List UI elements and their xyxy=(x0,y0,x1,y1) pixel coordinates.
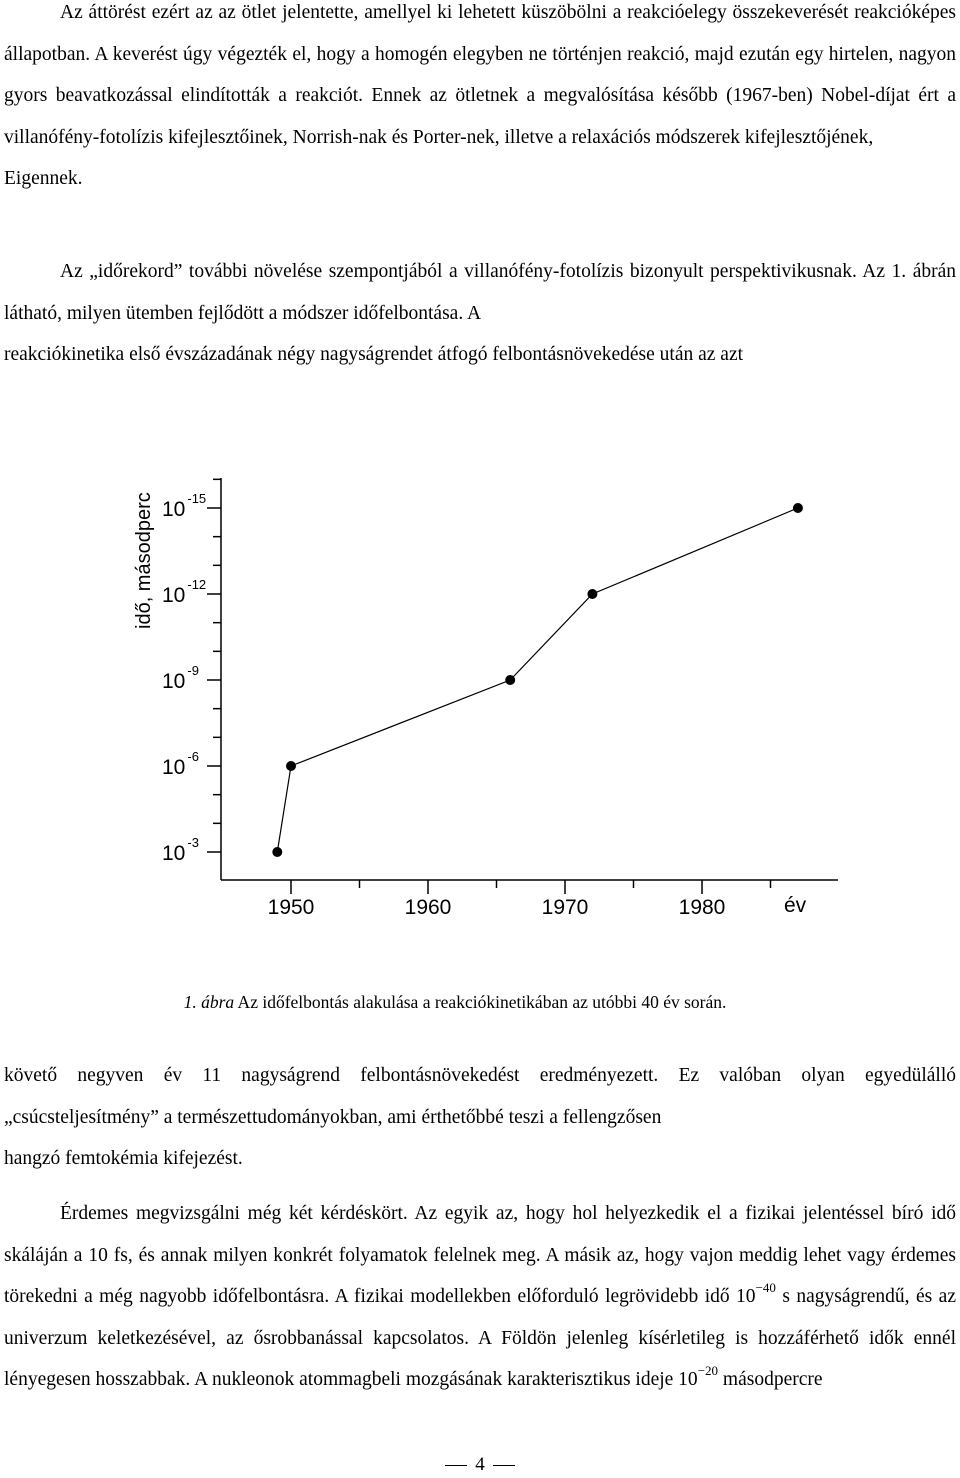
data-point xyxy=(587,589,597,599)
x-tick-label: 1950 xyxy=(267,896,315,919)
y-tick-label: 10 $^{-9}$ xyxy=(162,663,199,693)
data-point xyxy=(286,761,296,771)
y-tick-label: 10 $^{-3}$ xyxy=(162,835,199,865)
chart-y-axis-label: idő, másodperc xyxy=(133,492,155,629)
paragraph-2-last-line: reakciókinetika első évszázadának négy nagyságrendet átfogó felbontásnövekedése után az azt xyxy=(4,344,744,365)
paragraph-4-exponent-1: −40 xyxy=(755,1280,776,1295)
paragraph-4 xyxy=(4,1193,956,1401)
x-tick-label: 1980 xyxy=(678,896,726,919)
figure-caption xyxy=(0,990,910,1014)
data-point xyxy=(272,847,282,857)
x-tick-label: 1970 xyxy=(541,896,589,919)
data-point xyxy=(793,503,803,513)
figure-caption-label: 1. ábra xyxy=(183,992,235,1012)
paragraph-4-part-b: s nagyságrendű, és az univerzum keletkezésével, az ősrobbanással kapcsolatos. A Földön jelenleg kísérletileg is hozzáférhető idők ennél lényegesen hosszabbak. A nukleonok atommagbeli mozgásának karakterisztikus ideje 10 xyxy=(4,1286,956,1390)
y-tick-label: 10 $^{-12}$ xyxy=(162,577,207,607)
paragraph-4-exponent-2: −20 xyxy=(697,1363,719,1378)
paragraph-2-body: Az „időrekord” további növelése szempontjából a villanófény-fotolízis bizonyult perspektivikusnak. Az 1. ábrán látható, milyen ütemben fejlődött a módszer időfelbontása. A xyxy=(4,261,956,324)
y-tick-label: 10 $^{-6}$ xyxy=(162,749,199,779)
paragraph-3-last-line: hangzó femtokémia kifejezést. xyxy=(4,1148,243,1169)
paragraph-4-part-a: Érdemes megvizsgálni még két kérdéskört. Az egyik az, hogy hol helyezkedik el a fizikai jelentéssel bíró idő skáláján a 10 fs, és annak milyen konkrét folyamatok felelnek meg. A másik az, hogy vajon meddig lehet vagy érdemes törekedni a még nagyobb időfelbontásra. A fizikai modellekben előforduló legrövidebb idő 10 xyxy=(4,1203,956,1307)
paragraph-3 xyxy=(4,1055,956,1180)
series-line xyxy=(277,508,798,852)
paragraph-1-body: Az áttörést ezért az az ötlet jelentette, amellyel ki lehetett küszöbölni a reakcióelegy összekeverését reakcióképes állapotban. A keverést úgy végezték el, hogy a homogén elegyben ne történjen reakció, majd ezután egy hirtelen, nagyon gyors beavatkozással elindították a reakciót. Ennek az ötletnek a megvalósítása később (1967-ben) Nobel-díjat ért a villanófény-fotolízis kifejlesztőinek, Norrish-nak és Porter-nek, illetve a relaxációs módszerek kifejlesztőjének, xyxy=(4,2,956,148)
paragraph-4-part-c: másodpercre xyxy=(718,1369,823,1390)
paragraph-2 xyxy=(4,251,956,376)
x-tick-label: 1960 xyxy=(404,896,452,919)
paragraph-1-last-line: Eigennek. xyxy=(4,168,83,189)
time-resolution-chart xyxy=(0,460,960,940)
paragraph-1 xyxy=(4,0,956,200)
paragraph-3-body: követő negyven év 11 nagyságrend felbontásnövekedést eredményezett. Ez valóban olyan egyedülálló „csúcsteljesítmény” a természettudományokban, ami érthetőbbé teszi a fellengzősen xyxy=(4,1065,956,1128)
chart-x-axis-label: év xyxy=(784,894,807,917)
y-tick-label: 10 $^{-15}$ xyxy=(162,491,207,521)
figure-caption-text: Az időfelbontás alakulása a reakciókinetikában az utóbbi 40 év során. xyxy=(234,992,727,1012)
data-point xyxy=(505,675,515,685)
page-number: 4 xyxy=(0,1453,960,1477)
